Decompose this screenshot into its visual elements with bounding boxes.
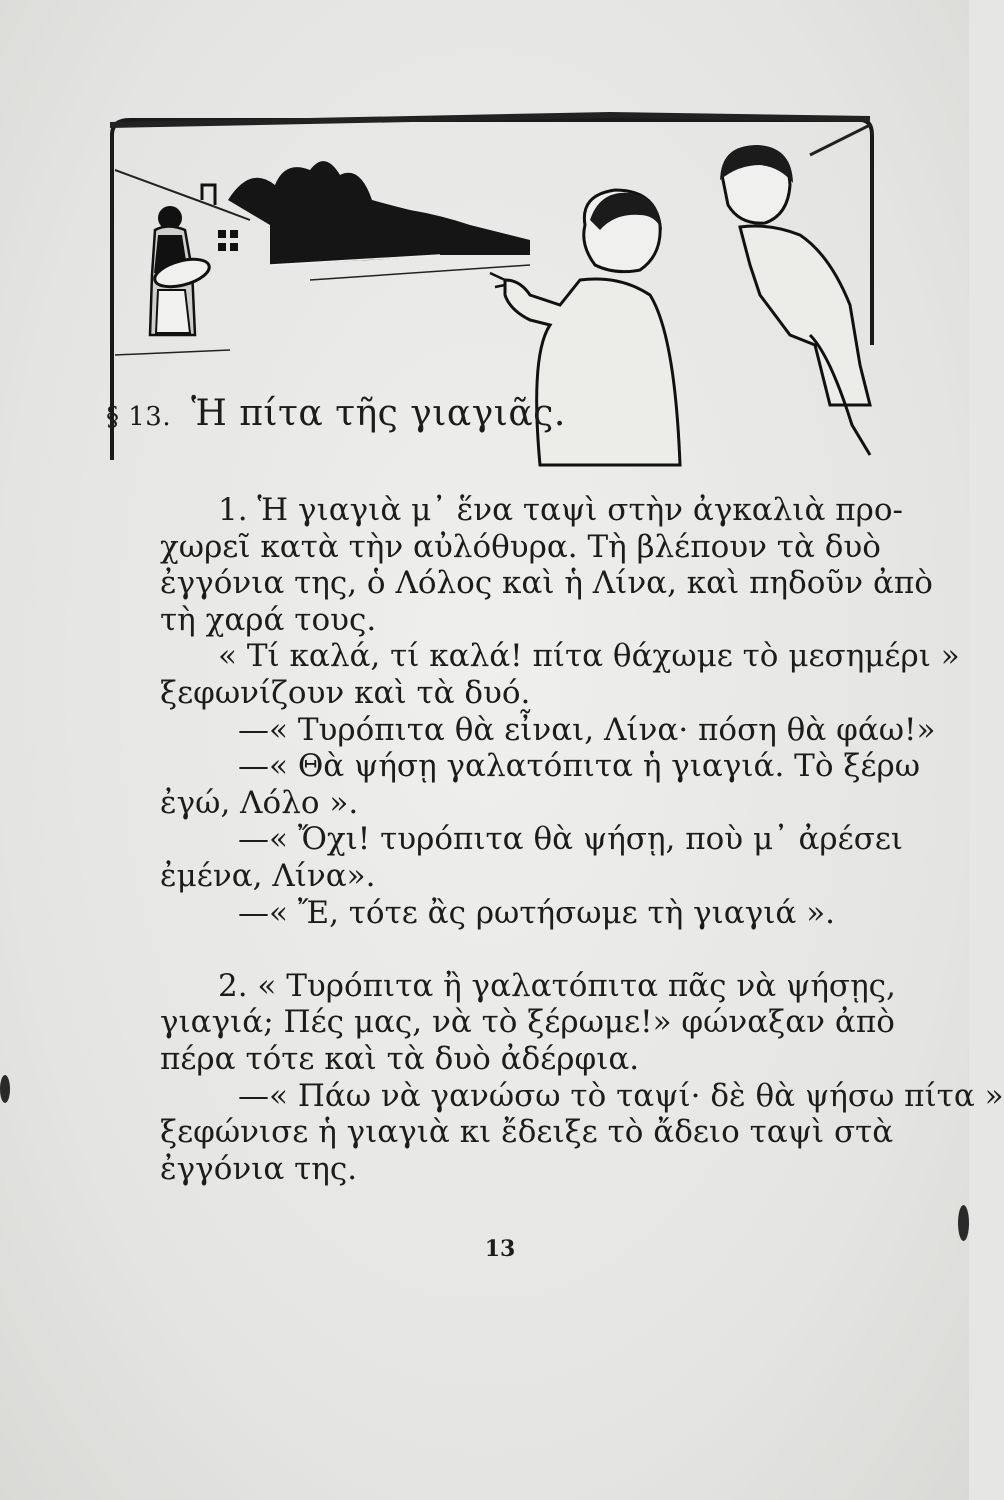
text-line: —« Ὄχι! τυρόπιτα θὰ ψήσῃ, ποὺ μ᾽ ἀρέσει xyxy=(238,821,904,858)
scan-speck xyxy=(0,1075,10,1103)
text-line: —« Τυρόπιτα θὰ εἶναι, Λίνα· πόση θὰ φάω!» xyxy=(238,711,936,748)
section-number: § 13. xyxy=(106,402,172,432)
text-line: χωρεῖ κατὰ τὴν αὐλόθυρα. Τὴ βλέπουν τὰ δυὸ xyxy=(160,528,881,565)
text-line: ἐγώ, Λόλο ». xyxy=(160,784,359,821)
body-text xyxy=(160,492,1004,1187)
text-line: ξεφώνισε ἡ γιαγιὰ κι ἔδειξε τὸ ἄδειο ταψὶ στὰ xyxy=(160,1114,894,1151)
text-line: —« Ἔ, τότε ἂς ρωτήσωμε τὴ γιαγιά ». xyxy=(238,894,836,931)
text-line: ξεφωνίζουν καὶ τὰ δυό. xyxy=(160,674,531,711)
text-line: —« Πάω νὰ γανώσω τὸ ταψί· δὲ θὰ ψήσω πίτα » xyxy=(238,1077,1004,1114)
text-line: —« Θὰ ψήσῃ γαλατόπιτα ἡ γιαγιά. Τὸ ξέρω xyxy=(238,748,921,785)
chapter-heading xyxy=(106,393,566,434)
chapter-title: Ἡ πίτα τῆς γιαγιᾶς. xyxy=(191,393,566,434)
paragraph-gap xyxy=(160,931,850,968)
scan-speck xyxy=(958,1205,969,1241)
page-number: 13 xyxy=(484,1236,516,1262)
text-line: πέρα τότε καὶ τὰ δυὸ ἀδέρφια. xyxy=(160,1040,640,1077)
text-line: τὴ χαρά τους. xyxy=(160,601,377,638)
text-line: ἐγγόνια της. xyxy=(160,1150,358,1187)
text-line: 2. « Τυρόπιτα ἢ γαλατόπιτα πᾶς νὰ ψήσῃς, xyxy=(218,967,896,1004)
text-line: « Τί καλά, τί καλά! πίτα θάχωμε τὸ μεσημέρι » xyxy=(218,638,960,675)
text-line: ἐμένα, Λίνα». xyxy=(160,857,376,894)
text-line: 1. Ἡ γιαγιὰ μ᾽ ἕνα ταψὶ στὴν ἀγκαλιὰ προ- xyxy=(218,492,903,528)
text-line: ἐγγόνια της, ὁ Λόλος καὶ ἡ Λίνα, καὶ πηδοῦν ἀπὸ xyxy=(160,565,933,602)
text-line: γιαγιά; Πές μας, νὰ τὸ ξέρωμε!» φώναξαν ἀπὸ xyxy=(160,1004,895,1041)
